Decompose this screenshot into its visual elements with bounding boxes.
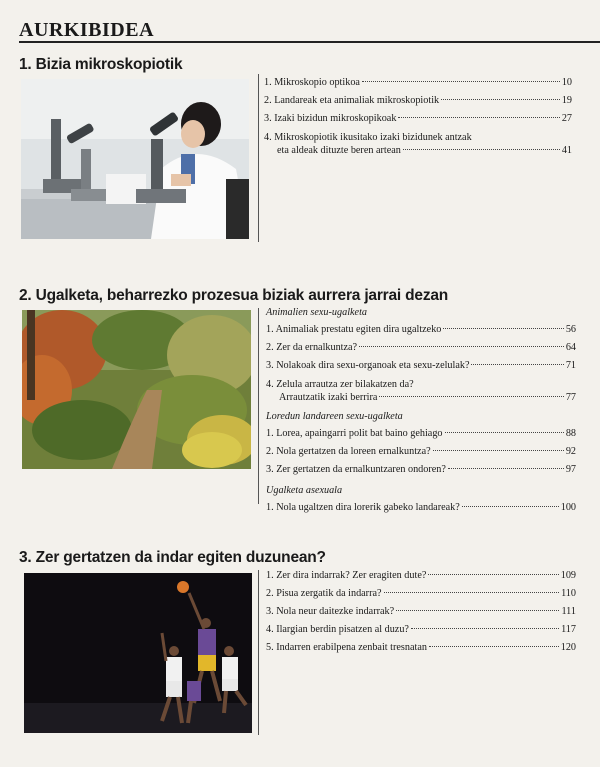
toc-entry[interactable]: 3. Zer gertatzen da ernalkuntzaren ondoren? 97	[266, 464, 576, 475]
chapter-1-divider	[258, 74, 259, 242]
chapter-3-divider	[258, 570, 259, 735]
chapter-2-toc	[266, 305, 576, 517]
toc-entry[interactable]: 2. Pisua zergatik da indarra? 110	[266, 588, 576, 599]
section-heading: Ugalketa asexuala	[266, 485, 343, 496]
chapter-2-title: 2. Ugalketa, beharrezko prozesua biziak aurrera jarrai dezan	[19, 287, 449, 304]
microscope-lab-photo	[21, 79, 249, 239]
section-heading: Loredun landareen sexu-ugalketa	[266, 411, 403, 422]
chapter-2-divider	[258, 308, 259, 504]
basketball-players-photo	[24, 573, 252, 733]
toc-entry[interactable]: 4. Ilargian berdin pisatzen al duzu? 117	[266, 624, 576, 635]
toc-entry[interactable]: 4. Mikroskopiotik ikusitako izaki bizidunek antzak eta aldeak dituzte beren artean 41	[264, 132, 572, 156]
page-title: AURKIBIDEA	[19, 19, 155, 41]
section-heading: Animalien sexu-ugalketa	[266, 307, 367, 318]
toc-entry[interactable]: 3. Nola neur daitezke indarrak? 111	[266, 606, 576, 617]
toc-entry[interactable]: 1. Lorea, apaingarri polit bat baino gehiago 88	[266, 428, 576, 439]
toc-entry[interactable]: 2. Landareak eta animaliak mikroskopiotik 19	[264, 95, 572, 106]
toc-entry[interactable]: 1. Zer dira indarrak? Zer eragiten dute? 109	[266, 570, 576, 581]
toc-entry[interactable]: 5. Indarren erabilpena zenbait tresnatan 120	[266, 642, 576, 653]
title-divider	[19, 41, 600, 43]
chapter-1-toc	[264, 74, 572, 162]
toc-entry[interactable]: 1. Animaliak prestatu egiten dira ugaltzeko 56	[266, 324, 576, 335]
toc-entry[interactable]: 2. Nola gertatzen da loreen ernalkuntza? 92	[266, 446, 576, 457]
chapter-1-title: 1. Bizia mikroskopiotik	[19, 56, 183, 73]
toc-entry[interactable]: 3. Nolakoak dira sexu-organoak eta sexu-zelulak? 71	[266, 360, 576, 371]
chapter-3-toc	[266, 567, 576, 657]
toc-entry[interactable]: 3. Izaki bizidun mikroskopikoak 27	[264, 113, 572, 124]
garden-path-photo	[22, 310, 251, 469]
toc-entry[interactable]: 1. Nola ugaltzen dira lorerik gabeko landareak? 100	[266, 502, 576, 513]
toc-entry[interactable]: 4. Zelula arrautza zer bilakatzen da? Arrautzatik izaki berrira 77	[266, 379, 576, 403]
chapter-3-title: 3. Zer gertatzen da indar egiten duzunean?	[19, 549, 326, 566]
toc-entry[interactable]: 2. Zer da ernalkuntza? 64	[266, 342, 576, 353]
toc-entry[interactable]: 1. Mikroskopio optikoa 10	[264, 77, 572, 88]
